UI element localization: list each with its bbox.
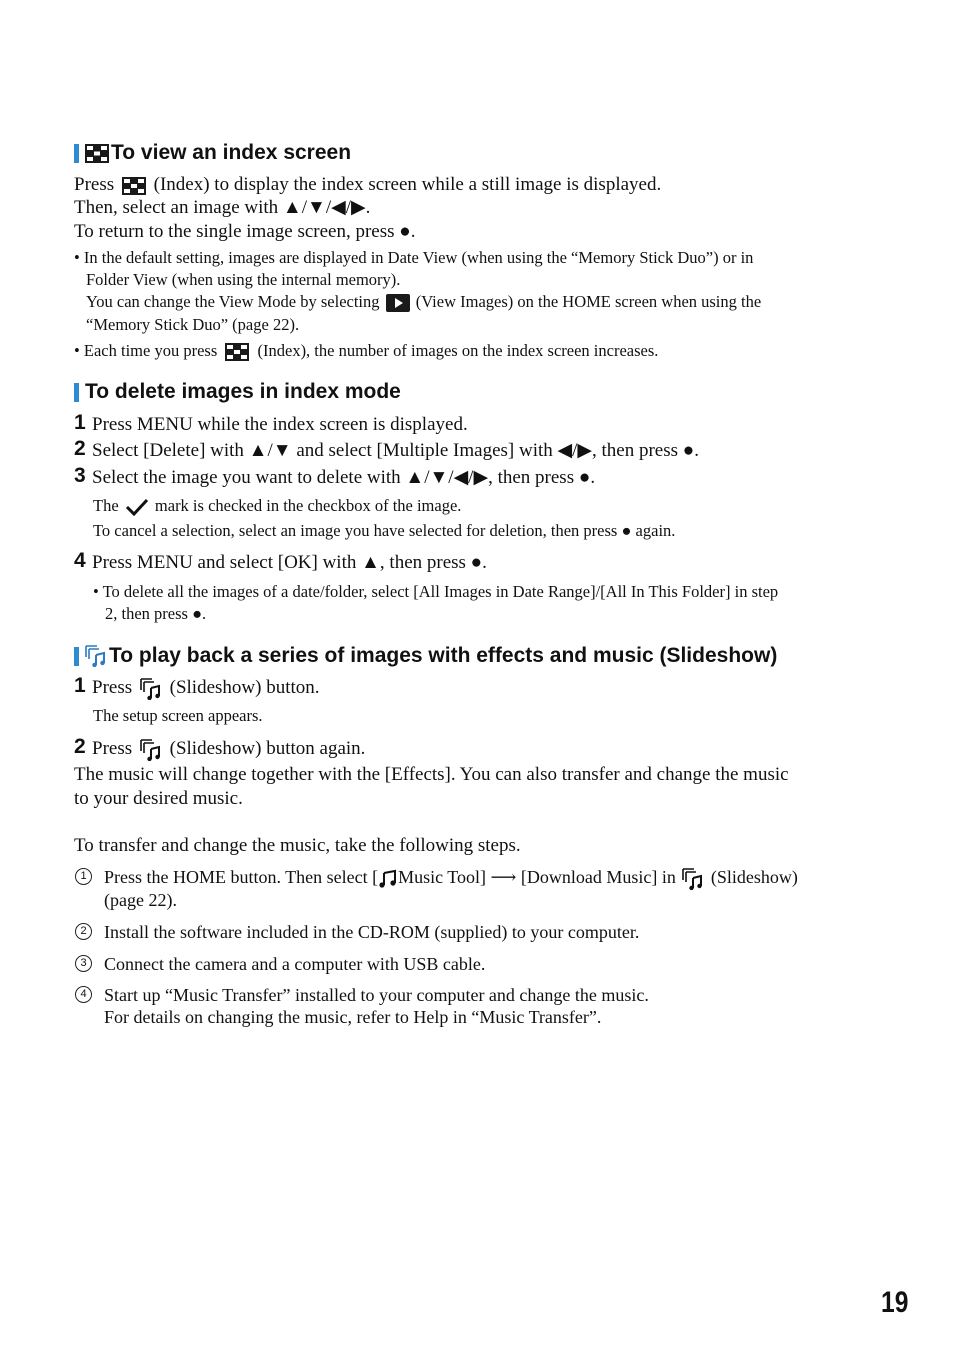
heading-bar [74, 144, 79, 163]
text: Press [92, 677, 133, 698]
heading-bar [74, 647, 79, 666]
circled-number: 1 [75, 868, 92, 885]
step-number: 2 [74, 437, 86, 460]
index-icon [225, 343, 249, 361]
step-text [92, 676, 320, 700]
section-title: To play back a series of images with effects and music (Slideshow) [109, 644, 778, 667]
step-text: Press MENU while the index screen is displayed. [92, 414, 468, 435]
list-item: Connect the camera and a computer with USB cable. [104, 954, 486, 974]
note: To cancel a selection, select an image you have selected for deletion, then press ● again. [93, 521, 676, 540]
step-number: 2 [74, 735, 86, 758]
step-text: Select the image you want to delete with ▲/▼/◀/▶, then press ●. [92, 467, 596, 488]
list-item [104, 866, 798, 890]
text: Press the HOME button. Then select [ [104, 867, 379, 887]
circled-number: 3 [75, 955, 92, 972]
note: The setup screen appears. [93, 706, 263, 725]
text: Press [92, 738, 133, 759]
bullet: • In the default setting, images are displayed in Date View (when using the “Memory Stick Duo”) or in [74, 248, 754, 267]
list-item-cont: For details on changing the music, refer to Help in “Music Transfer”. [104, 1007, 602, 1027]
list-item: Start up “Music Transfer” installed to your computer and change the music. [104, 985, 649, 1005]
slideshow-icon [140, 739, 162, 761]
bullet-cont: Folder View (when using the internal memory). [86, 270, 401, 289]
section-heading-delete [74, 380, 401, 404]
slideshow-icon [85, 645, 107, 667]
circled-number: 2 [75, 923, 92, 940]
list-item: Install the software included in the CD-ROM (supplied) to your computer. [104, 922, 640, 942]
paragraph [74, 173, 661, 196]
list-item-cont: (page 22). [104, 890, 177, 910]
paragraph: Then, select an image with ▲/▼/◀/▶. [74, 197, 371, 218]
paragraph: To return to the single image screen, press ●. [74, 221, 416, 242]
text: You can change the View Mode by selecting [86, 292, 380, 311]
text: (View Images) on the HOME screen when using the [415, 292, 762, 311]
text: (Index) to display the index screen while a still image is displayed. [153, 174, 662, 195]
bullet-cont [86, 291, 761, 313]
paragraph: The music will change together with the [Effects]. You can also transfer and change the music [74, 764, 789, 785]
section-title: To view an index screen [111, 141, 352, 164]
section-heading-index [74, 141, 351, 165]
bullet: • To delete all the images of a date/folder, select [All Images in Date Range]/[All In This Folder] in step [93, 582, 779, 601]
text: • Each time you press [74, 341, 218, 360]
heading-bar [74, 383, 79, 402]
step-text: Press MENU and select [OK] with ▲, then press ●. [92, 552, 487, 573]
bullet-cont: 2, then press ●. [105, 604, 207, 623]
text: [Download Music] in [520, 867, 676, 887]
paragraph: to your desired music. [74, 788, 243, 809]
index-icon [122, 177, 146, 195]
paragraph: To transfer and change the music, take the following steps. [74, 835, 521, 856]
section-heading-slideshow [74, 644, 777, 668]
text: (Index), the number of images on the index screen increases. [257, 341, 659, 360]
circled-number: 4 [75, 986, 92, 1003]
index-icon [85, 144, 109, 163]
text: (Slideshow) button again. [169, 738, 366, 759]
step-text [92, 737, 365, 761]
bullet-cont: “Memory Stick Duo” (page 22). [86, 315, 300, 334]
step-number: 1 [74, 674, 86, 697]
step-number: 4 [74, 549, 86, 572]
text: Music Tool] [398, 867, 487, 887]
text: mark is checked in the checkbox of the image. [154, 496, 462, 515]
text: The [93, 496, 119, 515]
note [93, 495, 461, 517]
step-number: 1 [74, 411, 86, 434]
music-note-icon [378, 869, 398, 889]
step-text: Select [Delete] with ▲/▼ and select [Multiple Images] with ◀/▶, then press ●. [92, 440, 699, 461]
section-title: To delete images in index mode [85, 380, 401, 403]
bullet [74, 340, 658, 362]
text: (Slideshow) button. [169, 677, 320, 698]
slideshow-icon [682, 868, 704, 890]
page-number: 19 [880, 1286, 908, 1319]
view-images-icon [386, 294, 410, 312]
text: Press [74, 174, 115, 195]
checkmark-icon [125, 498, 149, 516]
slideshow-icon [140, 678, 162, 700]
step-number: 3 [74, 464, 86, 487]
text: (Slideshow) [710, 867, 798, 887]
arrow-icon: ⟶ [490, 867, 517, 887]
